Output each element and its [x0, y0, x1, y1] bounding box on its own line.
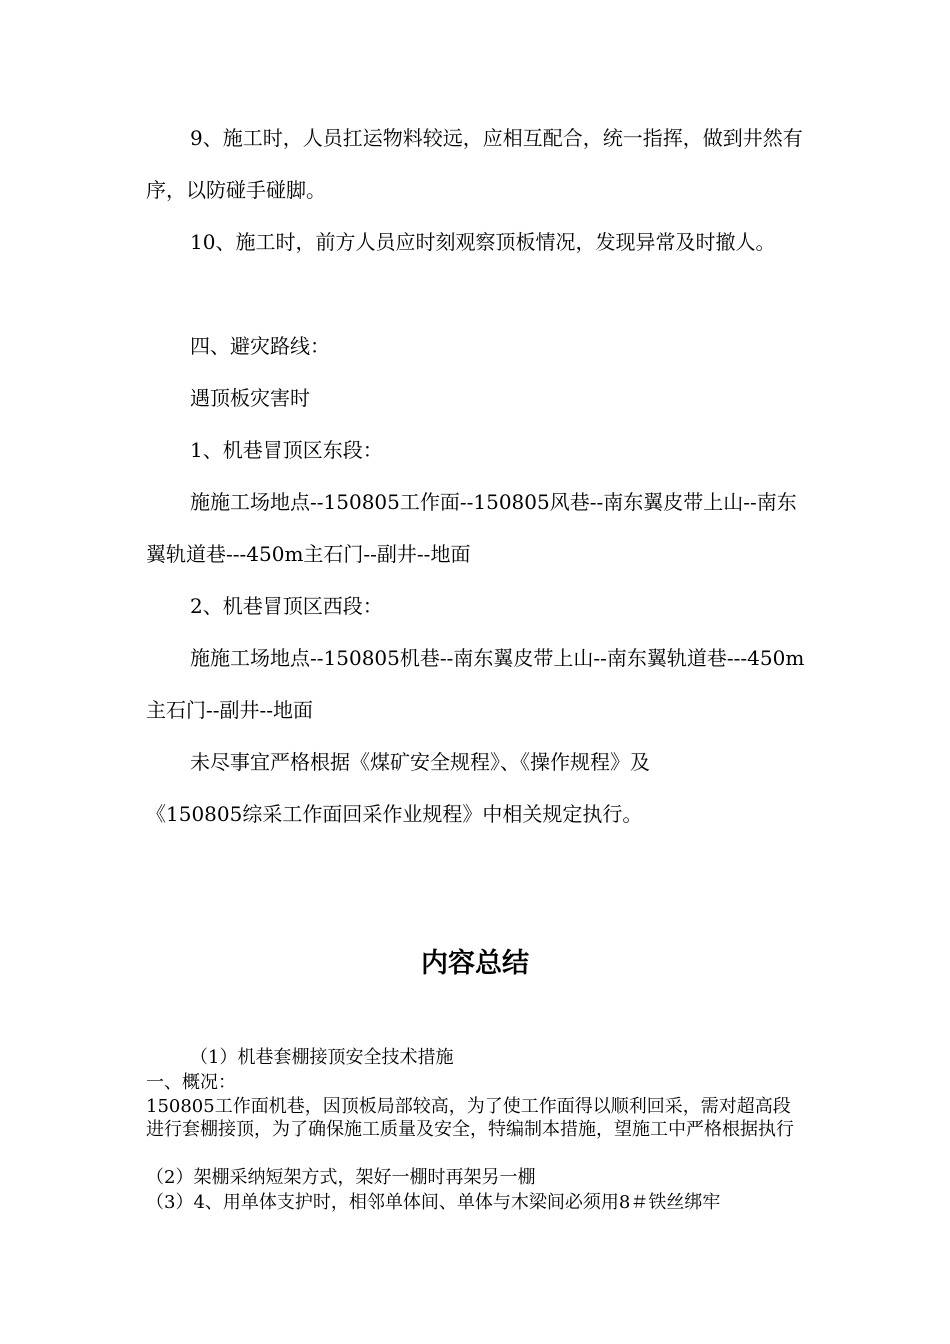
route-heading-west: 2、机巷冒顶区西段：: [190, 594, 383, 618]
summary-line: 一、概况：: [146, 1072, 236, 1093]
summary-line: （3）4、用单体支护时，相邻单体间、单体与木梁间必须用8＃铁丝绑牢: [146, 1192, 721, 1213]
route-east: 施施工场地点--150805工作面--150805风巷--南东翼皮带上山--南东翼轨道巷---450m主石门--副井--地面: [146, 490, 797, 566]
section-heading-evacuation: 四、避灾路线：: [190, 334, 330, 358]
route-west: 施施工场地点--150805机巷--南东翼皮带上山--南东翼轨道巷---450m主石门--副井--地面: [146, 646, 805, 722]
summary-title: 内容总结: [421, 948, 529, 979]
paragraph-roof-disaster: 遇顶板灾害时: [190, 386, 310, 410]
paragraph-item-9: 9、施工时，人员扛运物料较远，应相互配合，统一指挥，做到井然有序，以防碰手碰脚。: [146, 126, 803, 202]
summary-line: （2）架棚采纳短架方式，架好一棚时再架另一棚: [146, 1167, 536, 1188]
summary-line: 150805工作面机巷，因顶板局部较高，为了使工作面得以顺利回采，需对超高段进行套棚接顶，为了确保施工质量及安全，特编制本措施，望施工中严格根据执行: [146, 1096, 794, 1140]
summary-line: （1）机巷套棚接顶安全技术措施: [190, 1047, 454, 1068]
paragraph-regulations-continued: 《150805综采工作面回采作业规程》中相关规定执行。: [146, 802, 643, 826]
paragraph-regulations: 未尽事宜严格根据《煤矿安全规程》、《操作规程》及: [190, 750, 650, 774]
paragraph-item-10: 10、施工时，前方人员应时刻观察顶板情况，发现异常及时撤人。: [190, 230, 776, 254]
route-heading-east: 1、机巷冒顶区东段：: [190, 438, 383, 462]
